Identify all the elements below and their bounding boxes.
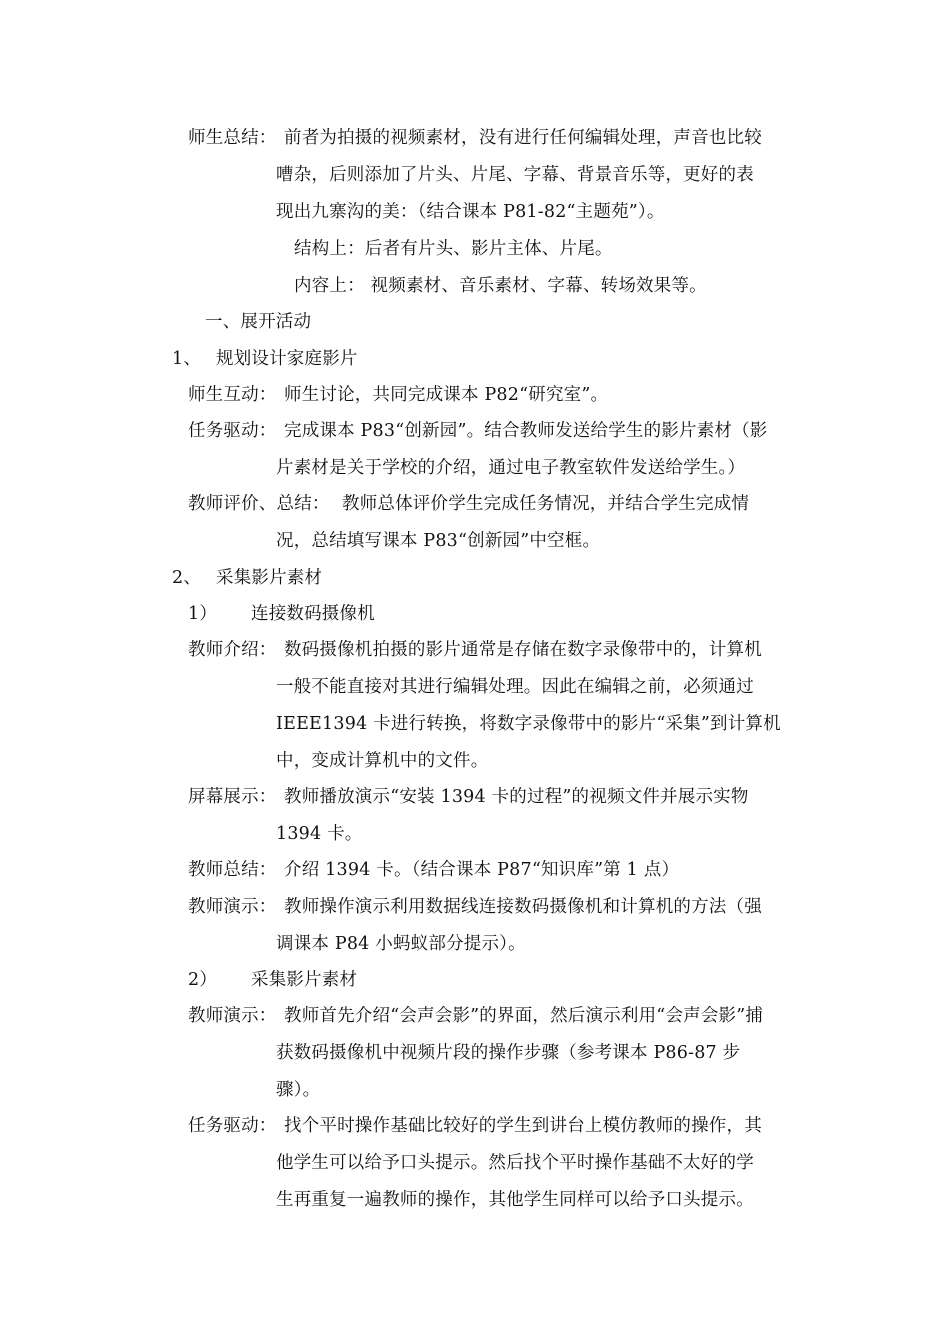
task-label: 任务驱动： — [188, 421, 277, 441]
demo2-label: 教师演示： — [188, 1006, 277, 1026]
summary-line-3: 现出九寨沟的美：（结合课本 P81-82“主题苑”）。 — [276, 202, 665, 222]
demo-label: 教师演示： — [188, 897, 277, 917]
intro-label: 教师介绍： — [188, 640, 277, 660]
eval-label: 教师评价、总结： — [188, 494, 330, 514]
intro-line-2: 一般不能直接对其进行编辑处理。因此在编辑之前，必须通过 — [276, 677, 754, 697]
summary-label: 师生总结： — [188, 128, 277, 148]
eval-line-1: 教师总体评价学生完成任务情况，并结合学生完成情 — [342, 494, 750, 514]
subsection-1-number: 1） — [188, 604, 218, 624]
demo2-line-2: 获数码摄像机中视频片段的操作步骤（参考课本 P86-87 步 — [276, 1043, 741, 1063]
subsection-1-title: 连接数码摄像机 — [251, 604, 375, 624]
task2-line-3: 生再重复一遍教师的操作，其他学生同样可以给予口头提示。 — [276, 1190, 754, 1210]
summary-line-2: 嘈杂，后则添加了片头、片尾、字幕、背景音乐等，更好的表 — [276, 165, 754, 185]
screen-line-2: 1394 卡。 — [276, 824, 363, 844]
summary-content: 内容上： 视频素材、音乐素材、字幕、转场效果等。 — [294, 276, 707, 296]
intro-line-4: 中，变成计算机中的文件。 — [276, 751, 489, 771]
section-2-number: 2、 — [172, 568, 202, 588]
summary-structure: 结构上：后者有片头、影片主体、片尾。 — [294, 239, 613, 259]
subsection-2-number: 2） — [188, 970, 218, 990]
screen-label: 屏幕展示： — [188, 787, 277, 807]
task-line-2: 片素材是关于学校的介绍，通过电子教室软件发送给学生。） — [276, 458, 746, 478]
screen-line-1: 教师播放演示“安装 1394 卡的过程”的视频文件并展示实物 — [284, 787, 749, 807]
demo-line-2: 调课本 P84 小蚂蚁部分提示）。 — [276, 934, 526, 954]
intro-line-3: IEEE1394 卡进行转换，将数字录像带中的影片“采集”到计算机 — [276, 714, 781, 734]
teacher-summary-text: 介绍 1394 卡。（结合课本 P87“知识库”第 1 点） — [284, 860, 680, 880]
task2-label: 任务驱动： — [188, 1116, 277, 1136]
interact-label: 师生互动： — [188, 385, 277, 405]
demo-line-1: 教师操作演示利用数据线连接数码摄像机和计算机的方法（强 — [284, 897, 762, 917]
subsection-2-title: 采集影片素材 — [251, 970, 358, 990]
section-1-number: 1、 — [172, 349, 202, 369]
eval-line-2: 况，总结填写课本 P83“创新园”中空框。 — [276, 531, 601, 551]
part-heading: 一、展开活动 — [205, 312, 312, 332]
section-1-title: 规划设计家庭影片 — [216, 349, 358, 369]
task2-line-2: 他学生可以给予口头提示。然后找个平时操作基础不太好的学 — [276, 1153, 754, 1173]
demo2-line-3: 骤）。 — [276, 1080, 321, 1100]
summary-line-1: 前者为拍摄的视频素材，没有进行任何编辑处理，声音也比较 — [284, 128, 762, 148]
teacher-summary-label: 教师总结： — [188, 860, 277, 880]
section-2-title: 采集影片素材 — [216, 568, 323, 588]
interact-text: 师生讨论，共同完成课本 P82“研究室”。 — [284, 385, 609, 405]
task-line-1: 完成课本 P83“创新园”。结合教师发送给学生的影片素材（影 — [284, 421, 768, 441]
intro-line-1: 数码摄像机拍摄的影片通常是存储在数字录像带中的，计算机 — [284, 640, 762, 660]
demo2-line-1: 教师首先介绍“会声会影”的界面，然后演示利用“会声会影”捕 — [284, 1006, 764, 1026]
task2-line-1: 找个平时操作基础比较好的学生到讲台上模仿教师的操作，其 — [284, 1116, 762, 1136]
